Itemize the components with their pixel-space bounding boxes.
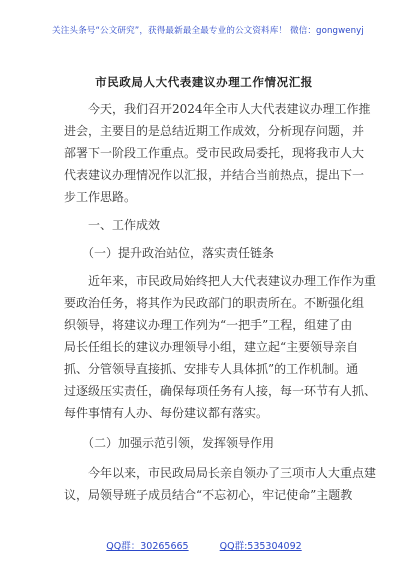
body-line: 今年以来，市民政局局长亲自领办了三项市人大重点建 (64, 466, 377, 480)
body-line: 每件事情有人办、每份建议都有落实。 (64, 406, 269, 420)
body-line: 进会，主要目的是总结近期工作成效，分析现存问题，并 (64, 124, 365, 138)
body-line: 代表建议办理情况作以汇报，并结合当前热点，提出下一 (64, 168, 365, 182)
document-title: 市民政局人大代表建议办理工作情况汇报 (95, 75, 313, 89)
subsection-heading: （二）加强示范引领，发挥领导作用 (64, 436, 275, 450)
body-line: 议，局领导班子成员结合“不忘初心，牢记使命”主题教 (64, 488, 353, 502)
body-line: 今天，我们召开2024年全市人大代表建议办理工作推 (64, 102, 371, 116)
top-banner-link[interactable]: 关注头条号“公文研究”，获得最新最全最专业的公文资料库！ 微信：gongwenyj (52, 26, 364, 36)
body-line: 抓、分管领导直接抓、安排专人具体抓”的工作机制。通 (64, 362, 359, 376)
body-line: 织领导，将建议办理工作列为“一把手”工程，组建了由 (64, 318, 353, 332)
footer-contact (0, 538, 408, 552)
body-line: 部署下一阶段工作重点。受市民政局委托，现将我市人大 (64, 146, 365, 160)
body-line: 局长任组长的建议办理领导小组，建立起“主要领导亲自 (64, 340, 359, 354)
section-heading: 一、工作成效 (64, 218, 161, 232)
body-line: 步工作思路。 (64, 190, 137, 204)
body-line: 近年来，市民政局始终把人大代表建议办理工作作为重 (64, 274, 377, 288)
subsection-heading: （一）提升政治站位，落实责任链条 (64, 246, 275, 260)
body-line: 要政治任务，将其作为民政部门的职责所在。不断强化组 (64, 296, 365, 310)
body-line: 过逐级压实责任，确保每项任务有人接，每一环节有人抓、 (64, 384, 377, 398)
qq-group-link-1[interactable]: QQ群：30265665 (106, 541, 189, 552)
qq-group-link-2[interactable]: QQ群:535304092 (219, 541, 302, 552)
